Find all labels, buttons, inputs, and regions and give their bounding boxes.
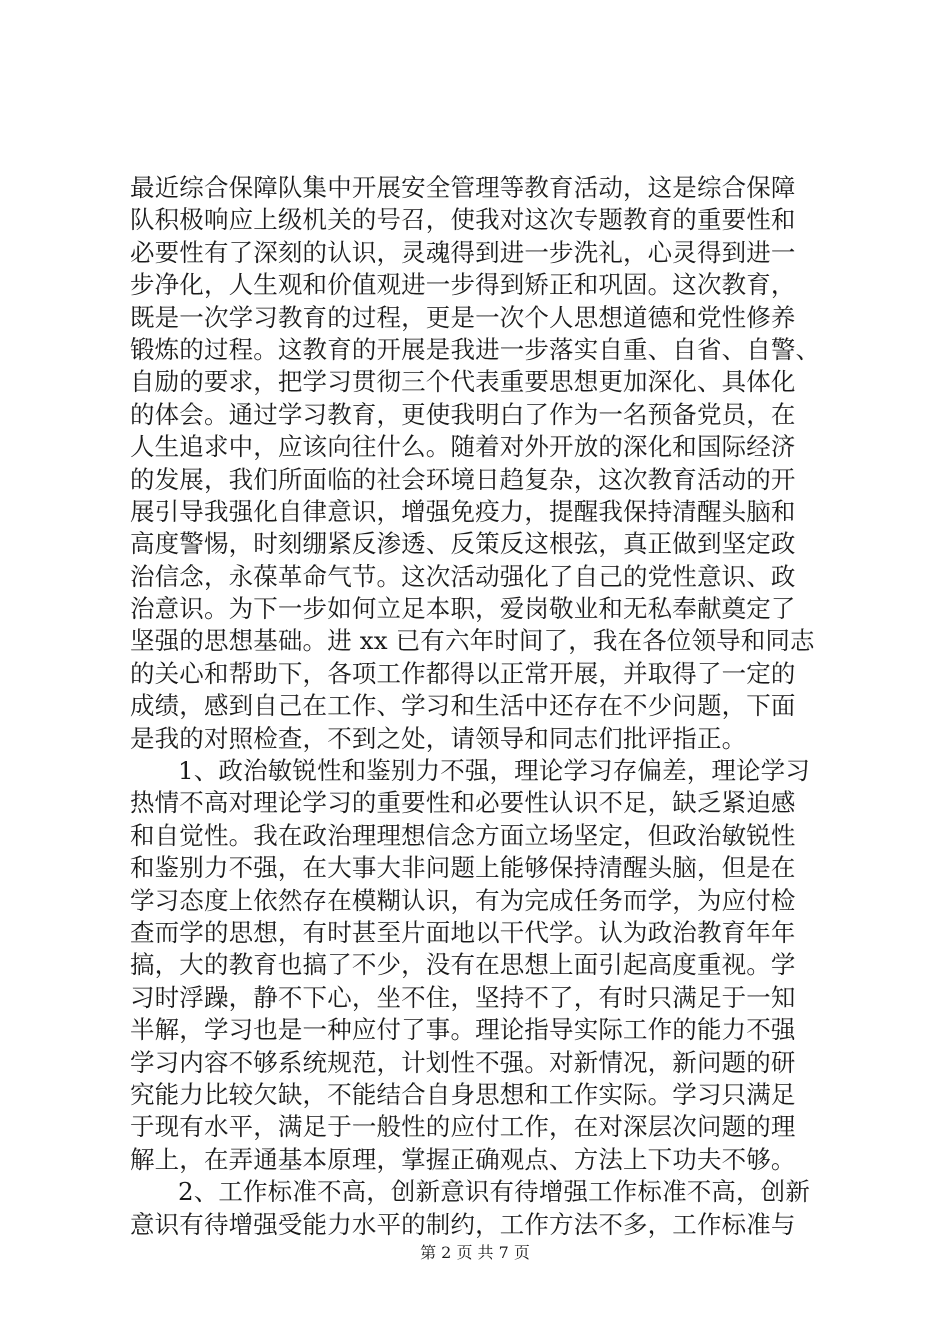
text-line: 治信念，永葆革命气节。这次活动强化了自己的党性意识、政: [130, 561, 796, 591]
text-line: 人生追求中，应该向往什么。随着对外开放的深化和国际经济: [130, 432, 796, 462]
text-line: 既是一次学习教育的过程，更是一次个人思想道德和党性修养: [130, 302, 796, 332]
text-line: 最近综合保障队集中开展安全管理等教育活动，这是综合保障: [130, 173, 796, 202]
text-line: 搞，大的教育也搞了不少，没有在思想上面引起高度重视。学: [130, 950, 796, 980]
page-number-footer: 第 2 页 共 7 页: [420, 1243, 530, 1262]
text-line: 于现有水平，满足于一般性的应付工作，在对深层次问题的理: [130, 1112, 796, 1142]
text-line: 半解，学习也是一种应付了事。理论指导实际工作的能力不强: [130, 1015, 796, 1045]
text-line: 展引导我强化自律意识，增强免疫力，提醒我保持清醒头脑和: [130, 496, 796, 526]
text-line: 习时浮躁，静不下心，坐不住，坚持不了，有时只满足于一知: [130, 982, 796, 1012]
text-line: 自励的要求，把学习贯彻三个代表重要思想更加深化、具体化: [130, 367, 796, 397]
text-line: 究能力比较欠缺，不能结合自身思想和工作实际。学习只满足: [130, 1079, 796, 1109]
text-line: 学习内容不够系统规范，计划性不强。对新情况，新问题的研: [130, 1047, 796, 1077]
text-line: 坚强的思想基础。进 xx 已有六年时间了，我在各位领导和同志: [130, 626, 815, 656]
paragraph-start-line: 2、工作标准不高，创新意识有待增强工作标准不高，创新: [178, 1177, 810, 1207]
text-line: 是我的对照检查，不到之处，请领导和同志们批评指正。: [130, 723, 747, 753]
text-line: 的体会。通过学习教育，更使我明白了作为一名预备党员，在: [130, 399, 796, 429]
text-line: 的发展，我们所面临的社会环境日趋复杂，这次教育活动的开: [130, 464, 796, 494]
text-line: 和鉴别力不强，在大事大非问题上能够保持清醒头脑，但是在: [130, 853, 796, 883]
text-line: 意识有待增强受能力水平的制约，工作方法不多，工作标准与: [130, 1209, 796, 1239]
paragraph-start-line: 1、政治敏锐性和鉴别力不强，理论学习存偏差，理论学习: [178, 756, 810, 786]
text-line: 锻炼的过程。这教育的开展是我进一步落实自重、自省、自警、: [130, 334, 821, 364]
text-line: 成绩，感到自己在工作、学习和生活中还存在不少问题，下面: [130, 691, 796, 721]
text-line: 必要性有了深刻的认识，灵魂得到进一步洗礼，心灵得到进一: [130, 237, 796, 267]
text-line: 的关心和帮助下，各项工作都得以正常开展，并取得了一定的: [130, 658, 796, 688]
text-line: 解上，在弄通基本原理，掌握正确观点、方法上下功夫不够。: [130, 1144, 796, 1174]
text-line: 和自觉性。我在政治理理想信念方面立场坚定，但政治敏锐性: [130, 820, 796, 850]
text-line: 队积极响应上级机关的号召，使我对这次专题教育的重要性和: [130, 205, 796, 235]
text-line: 查而学的思想，有时甚至片面地以干代学。认为政治教育年年: [130, 917, 796, 947]
text-line: 学习态度上依然存在模糊认识，有为完成任务而学，为应付检: [130, 885, 796, 915]
text-line: 治意识。为下一步如何立足本职，爱岗敬业和无私奉献奠定了: [130, 594, 796, 624]
text-line: 高度警惕，时刻绷紧反渗透、反策反这根弦，真正做到坚定政: [130, 529, 796, 559]
document-body: [130, 172, 830, 1241]
text-line: 步净化，人生观和价值观进一步得到矫正和巩固。这次教育，: [130, 270, 796, 300]
text-line: 热情不高对理论学习的重要性和必要性认识不足，缺乏紧迫感: [130, 788, 796, 818]
